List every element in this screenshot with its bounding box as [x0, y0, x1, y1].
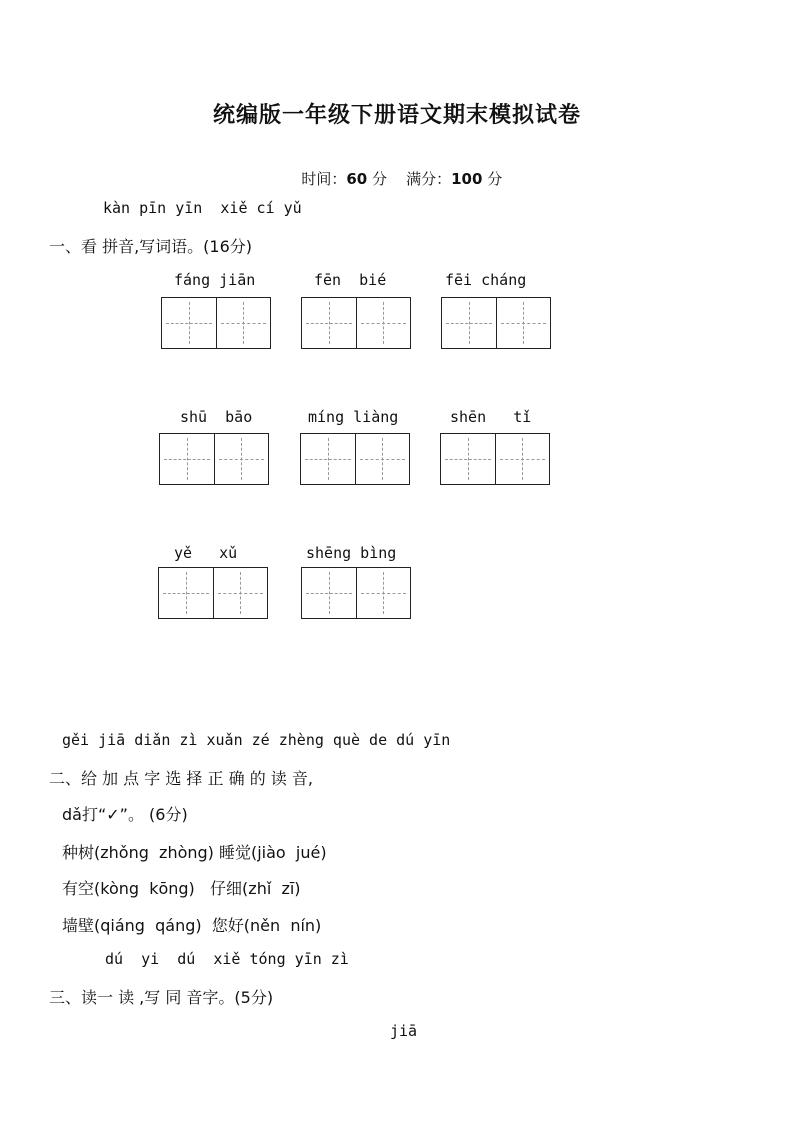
word-pinyin-2: fēn bié [314, 271, 387, 289]
word-pinyin-5: míng liàng [308, 408, 399, 426]
time-value: 60 [346, 170, 368, 188]
section3-heading: 三、读一 读 ,写 同 音字。(5分) [49, 988, 274, 1007]
grid-cell[interactable] [302, 298, 356, 348]
grid-cell[interactable] [441, 434, 495, 484]
writing-grid-5[interactable] [300, 433, 410, 485]
word-pinyin-3: fēi cháng [445, 271, 527, 289]
word-pinyin-1: fáng jiān [174, 271, 256, 289]
page-title: 统编版一年级下册语文期末模拟试卷 [212, 103, 581, 128]
choice-row-3[interactable]: 墙壁(qiáng qáng) 您好(něn nín) [62, 916, 322, 935]
grid-cell[interactable] [302, 568, 356, 618]
choice-row-2[interactable]: 有空(kòng kōng) 仔细(zhǐ zī) [62, 879, 301, 898]
section2-heading: 二、给 加 点 字 选 择 正 确 的 读 音, [49, 769, 313, 788]
time-unit: 分 [367, 170, 388, 188]
word-pinyin-8: shēng bìng [306, 544, 397, 562]
score-label: 满分： [406, 170, 452, 188]
grid-cell[interactable] [159, 568, 213, 618]
grid-cell[interactable] [301, 434, 355, 484]
writing-grid-8[interactable] [301, 567, 411, 619]
score-value: 100 [451, 170, 483, 188]
section2-pinyin: gěi jiā diǎn zì xuǎn zé zhèng què de dú yīn [62, 731, 451, 749]
word-pinyin-6: shēn tǐ [450, 408, 532, 426]
section2-instruction [62, 802, 188, 825]
grid-cell[interactable] [160, 434, 214, 484]
exam-meta [0, 150, 794, 189]
instruction-suffix: ”。 (6分) [119, 805, 188, 824]
choice-row-1[interactable]: 种树(zhǒng zhòng) 睡觉(jiào jué) [62, 843, 327, 862]
grid-cell[interactable] [442, 298, 496, 348]
grid-cell[interactable] [355, 434, 410, 484]
word-pinyin-4: shū bāo [180, 408, 253, 426]
grid-cell[interactable] [162, 298, 216, 348]
writing-grid-3[interactable] [441, 297, 551, 349]
writing-grid-2[interactable] [301, 297, 411, 349]
section1-pinyin: kàn pīn yīn xiě cí yǔ [103, 199, 302, 217]
word-pinyin-7: yě xǔ [174, 544, 238, 562]
grid-cell[interactable] [356, 298, 411, 348]
grid-cell[interactable] [495, 434, 550, 484]
grid-cell[interactable] [496, 298, 551, 348]
writing-grid-1[interactable] [161, 297, 271, 349]
grid-cell[interactable] [214, 434, 269, 484]
grid-cell[interactable] [356, 568, 411, 618]
score-unit: 分 [482, 170, 503, 188]
writing-grid-7[interactable] [158, 567, 268, 619]
section3-item-pinyin: jiā [390, 1022, 418, 1040]
time-label: 时间： [301, 170, 347, 188]
grid-cell[interactable] [216, 298, 271, 348]
instruction-prefix: dǎ打“ [62, 805, 107, 824]
section1-heading: 一、看 拼音,写词语。(16分) [49, 237, 253, 256]
section3-pinyin: dú yi dú xiě tóng yīn zì [105, 950, 349, 968]
writing-grid-4[interactable] [159, 433, 269, 485]
check-mark-icon: ✓ [106, 805, 120, 824]
grid-cell[interactable] [213, 568, 268, 618]
writing-grid-6[interactable] [440, 433, 550, 485]
